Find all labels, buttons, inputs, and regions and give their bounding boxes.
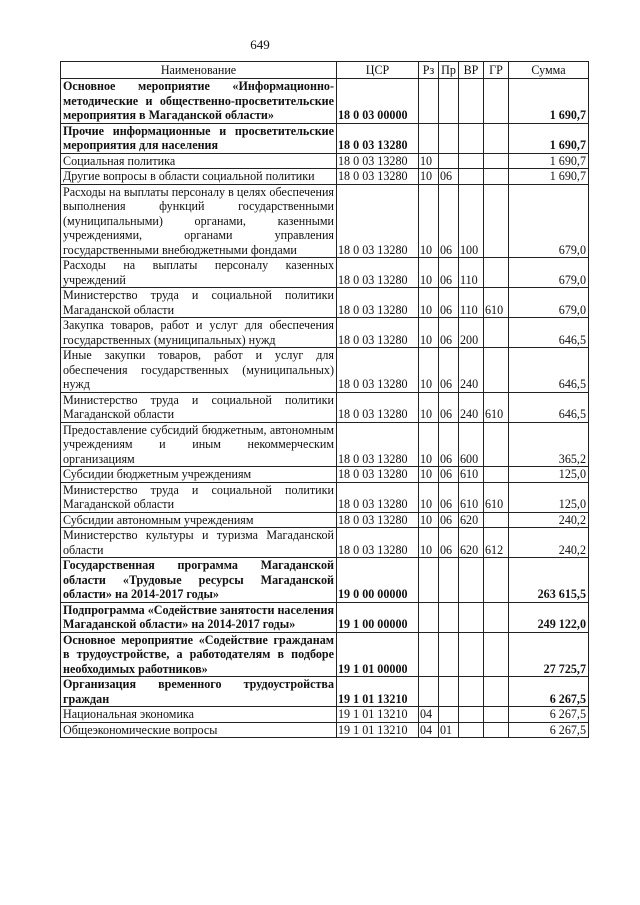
cell-rz <box>419 677 439 707</box>
cell-sum: 679,0 <box>509 184 589 258</box>
table-row <box>61 153 589 169</box>
cell-pr: 06 <box>439 528 459 558</box>
cell-csr: 19 0 00 00000 <box>337 558 419 603</box>
table-row <box>61 722 589 738</box>
cell-name: Другие вопросы в области социальной политики <box>61 169 337 185</box>
cell-gr <box>484 677 509 707</box>
cell-rz: 10 <box>419 318 439 348</box>
cell-pr: 06 <box>439 482 459 512</box>
cell-gr <box>484 184 509 258</box>
cell-gr: 610 <box>484 288 509 318</box>
cell-csr: 18 0 03 13280 <box>337 153 419 169</box>
table-row <box>61 632 589 677</box>
table-row <box>61 258 589 288</box>
cell-pr: 06 <box>439 392 459 422</box>
cell-rz <box>419 123 439 153</box>
cell-sum: 646,5 <box>509 318 589 348</box>
cell-name: Предоставление субсидий бюджетным, автономным учреждениям и иным некоммерческим организациям <box>61 422 337 467</box>
cell-gr <box>484 258 509 288</box>
cell-pr: 06 <box>439 348 459 393</box>
cell-sum: 365,2 <box>509 422 589 467</box>
cell-rz: 10 <box>419 528 439 558</box>
cell-name: Закупка товаров, работ и услуг для обеспечения государственных (муниципальных) нужд <box>61 318 337 348</box>
cell-vr: 110 <box>459 288 484 318</box>
cell-name: Государственная программа Магаданской области «Трудовые ресурсы Магаданской области» на 2014-2017 годы» <box>61 558 337 603</box>
cell-gr <box>484 707 509 723</box>
cell-sum: 6 267,5 <box>509 722 589 738</box>
cell-csr: 18 0 03 13280 <box>337 258 419 288</box>
table-row <box>61 512 589 528</box>
cell-rz: 10 <box>419 422 439 467</box>
cell-vr: 620 <box>459 528 484 558</box>
cell-gr <box>484 79 509 124</box>
cell-csr: 18 0 03 13280 <box>337 288 419 318</box>
cell-gr <box>484 153 509 169</box>
cell-gr <box>484 558 509 603</box>
header-gr: ГР <box>484 62 509 79</box>
cell-vr <box>459 153 484 169</box>
cell-rz: 10 <box>419 288 439 318</box>
table-row <box>61 318 589 348</box>
cell-sum: 646,5 <box>509 392 589 422</box>
cell-sum: 27 725,7 <box>509 632 589 677</box>
cell-csr: 18 0 03 13280 <box>337 318 419 348</box>
cell-sum: 1 690,7 <box>509 153 589 169</box>
cell-pr: 06 <box>439 512 459 528</box>
cell-vr: 200 <box>459 318 484 348</box>
cell-vr: 110 <box>459 258 484 288</box>
cell-sum: 263 615,5 <box>509 558 589 603</box>
cell-gr <box>484 467 509 483</box>
cell-sum: 646,5 <box>509 348 589 393</box>
cell-name: Подпрограмма «Содействие занятости населения Магаданской области» на 2014-2017 годы» <box>61 602 337 632</box>
cell-gr <box>484 123 509 153</box>
cell-rz: 04 <box>419 707 439 723</box>
cell-gr: 612 <box>484 528 509 558</box>
cell-gr <box>484 632 509 677</box>
cell-gr <box>484 348 509 393</box>
cell-vr <box>459 169 484 185</box>
cell-gr <box>484 318 509 348</box>
cell-vr <box>459 79 484 124</box>
cell-name: Министерство труда и социальной политики Магаданской области <box>61 482 337 512</box>
table-row <box>61 467 589 483</box>
budget-table <box>60 61 589 738</box>
cell-sum: 679,0 <box>509 258 589 288</box>
cell-name: Субсидии автономным учреждениям <box>61 512 337 528</box>
cell-vr <box>459 707 484 723</box>
header-row <box>61 62 589 79</box>
cell-gr <box>484 722 509 738</box>
cell-pr: 06 <box>439 422 459 467</box>
cell-csr: 18 0 03 13280 <box>337 392 419 422</box>
cell-gr <box>484 602 509 632</box>
cell-vr: 610 <box>459 482 484 512</box>
cell-name: Основное мероприятие «Информационно-методические и общественно-просветительские мероприятия в Магаданской области» <box>61 79 337 124</box>
cell-rz <box>419 602 439 632</box>
header-rz: Рз <box>419 62 439 79</box>
cell-pr <box>439 123 459 153</box>
cell-vr <box>459 677 484 707</box>
cell-rz: 10 <box>419 512 439 528</box>
cell-rz: 10 <box>419 348 439 393</box>
cell-sum: 249 122,0 <box>509 602 589 632</box>
cell-csr: 19 1 01 13210 <box>337 677 419 707</box>
cell-rz <box>419 632 439 677</box>
cell-csr: 18 0 03 13280 <box>337 467 419 483</box>
cell-name: Иные закупки товаров, работ и услуг для обеспечения государственных (муниципальных) нужд <box>61 348 337 393</box>
table-row <box>61 528 589 558</box>
cell-csr: 19 1 01 00000 <box>337 632 419 677</box>
cell-csr: 18 0 03 13280 <box>337 482 419 512</box>
cell-vr <box>459 722 484 738</box>
cell-sum: 240,2 <box>509 528 589 558</box>
header-csr: ЦСР <box>337 62 419 79</box>
table-row <box>61 422 589 467</box>
cell-csr: 18 0 03 13280 <box>337 422 419 467</box>
cell-name: Министерство труда и социальной политики Магаданской области <box>61 392 337 422</box>
table-row <box>61 602 589 632</box>
cell-csr: 18 0 03 13280 <box>337 184 419 258</box>
cell-pr <box>439 707 459 723</box>
cell-vr: 100 <box>459 184 484 258</box>
cell-rz <box>419 79 439 124</box>
cell-pr: 06 <box>439 184 459 258</box>
cell-vr: 600 <box>459 422 484 467</box>
cell-rz: 10 <box>419 169 439 185</box>
cell-pr: 06 <box>439 288 459 318</box>
cell-sum: 125,0 <box>509 482 589 512</box>
table-row <box>61 558 589 603</box>
table-row <box>61 482 589 512</box>
cell-gr <box>484 422 509 467</box>
table-row <box>61 123 589 153</box>
cell-vr <box>459 558 484 603</box>
cell-rz <box>419 558 439 603</box>
cell-gr <box>484 169 509 185</box>
cell-name: Расходы на выплаты персоналу казенных учреждений <box>61 258 337 288</box>
cell-name: Основное мероприятие «Содействие гражданам в трудоустройстве, а работодателям в подборе необходимых работников» <box>61 632 337 677</box>
cell-pr <box>439 558 459 603</box>
cell-pr: 06 <box>439 318 459 348</box>
cell-sum: 240,2 <box>509 512 589 528</box>
cell-pr: 06 <box>439 169 459 185</box>
cell-pr <box>439 153 459 169</box>
cell-csr: 18 0 03 13280 <box>337 123 419 153</box>
cell-gr: 610 <box>484 482 509 512</box>
cell-name: Расходы на выплаты персоналу в целях обеспечения выполнения функций государственными (муниципальными) органами, казенными учреждениями, органами управления государственными внебюджетными фондами <box>61 184 337 258</box>
cell-csr: 18 0 03 13280 <box>337 528 419 558</box>
cell-vr <box>459 632 484 677</box>
page-number: 649 <box>250 37 270 52</box>
header-sum: Сумма <box>509 62 589 79</box>
header-pr: Пр <box>439 62 459 79</box>
table-row <box>61 184 589 258</box>
cell-vr: 240 <box>459 392 484 422</box>
cell-vr <box>459 123 484 153</box>
cell-name: Национальная экономика <box>61 707 337 723</box>
cell-sum: 6 267,5 <box>509 677 589 707</box>
cell-sum: 1 690,7 <box>509 123 589 153</box>
cell-csr: 18 0 03 13280 <box>337 169 419 185</box>
cell-sum: 1 690,7 <box>509 169 589 185</box>
cell-sum: 679,0 <box>509 288 589 318</box>
table-header <box>61 62 589 79</box>
cell-csr: 19 1 01 13210 <box>337 707 419 723</box>
cell-gr <box>484 512 509 528</box>
table-row <box>61 707 589 723</box>
cell-pr: 06 <box>439 467 459 483</box>
cell-sum: 1 690,7 <box>509 79 589 124</box>
cell-sum: 6 267,5 <box>509 707 589 723</box>
cell-rz: 10 <box>419 467 439 483</box>
cell-pr <box>439 602 459 632</box>
cell-vr <box>459 602 484 632</box>
table-row <box>61 79 589 124</box>
cell-csr: 19 1 01 13210 <box>337 722 419 738</box>
cell-pr: 01 <box>439 722 459 738</box>
cell-name: Прочие информационные и просветительские мероприятия для населения <box>61 123 337 153</box>
header-name: Наименование <box>61 62 337 79</box>
cell-sum: 125,0 <box>509 467 589 483</box>
cell-name: Министерство культуры и туризма Магаданской области <box>61 528 337 558</box>
cell-vr: 620 <box>459 512 484 528</box>
cell-name: Общеэкономические вопросы <box>61 722 337 738</box>
cell-name: Организация временного трудоустройства граждан <box>61 677 337 707</box>
cell-pr <box>439 632 459 677</box>
cell-rz: 10 <box>419 392 439 422</box>
cell-csr: 18 0 03 00000 <box>337 79 419 124</box>
table-row <box>61 392 589 422</box>
cell-rz: 04 <box>419 722 439 738</box>
cell-pr: 06 <box>439 258 459 288</box>
cell-rz: 10 <box>419 184 439 258</box>
cell-rz: 10 <box>419 258 439 288</box>
cell-rz: 10 <box>419 153 439 169</box>
cell-pr <box>439 677 459 707</box>
cell-csr: 19 1 00 00000 <box>337 602 419 632</box>
table-row <box>61 348 589 393</box>
cell-gr: 610 <box>484 392 509 422</box>
cell-name: Министерство труда и социальной политики Магаданской области <box>61 288 337 318</box>
cell-name: Социальная политика <box>61 153 337 169</box>
cell-rz: 10 <box>419 482 439 512</box>
table-body <box>61 79 589 738</box>
table-row <box>61 288 589 318</box>
cell-pr <box>439 79 459 124</box>
cell-csr: 18 0 03 13280 <box>337 348 419 393</box>
cell-name: Субсидии бюджетным учреждениям <box>61 467 337 483</box>
cell-vr: 610 <box>459 467 484 483</box>
cell-csr: 18 0 03 13280 <box>337 512 419 528</box>
table-row <box>61 169 589 185</box>
cell-vr: 240 <box>459 348 484 393</box>
table-row <box>61 677 589 707</box>
header-vr: ВР <box>459 62 484 79</box>
